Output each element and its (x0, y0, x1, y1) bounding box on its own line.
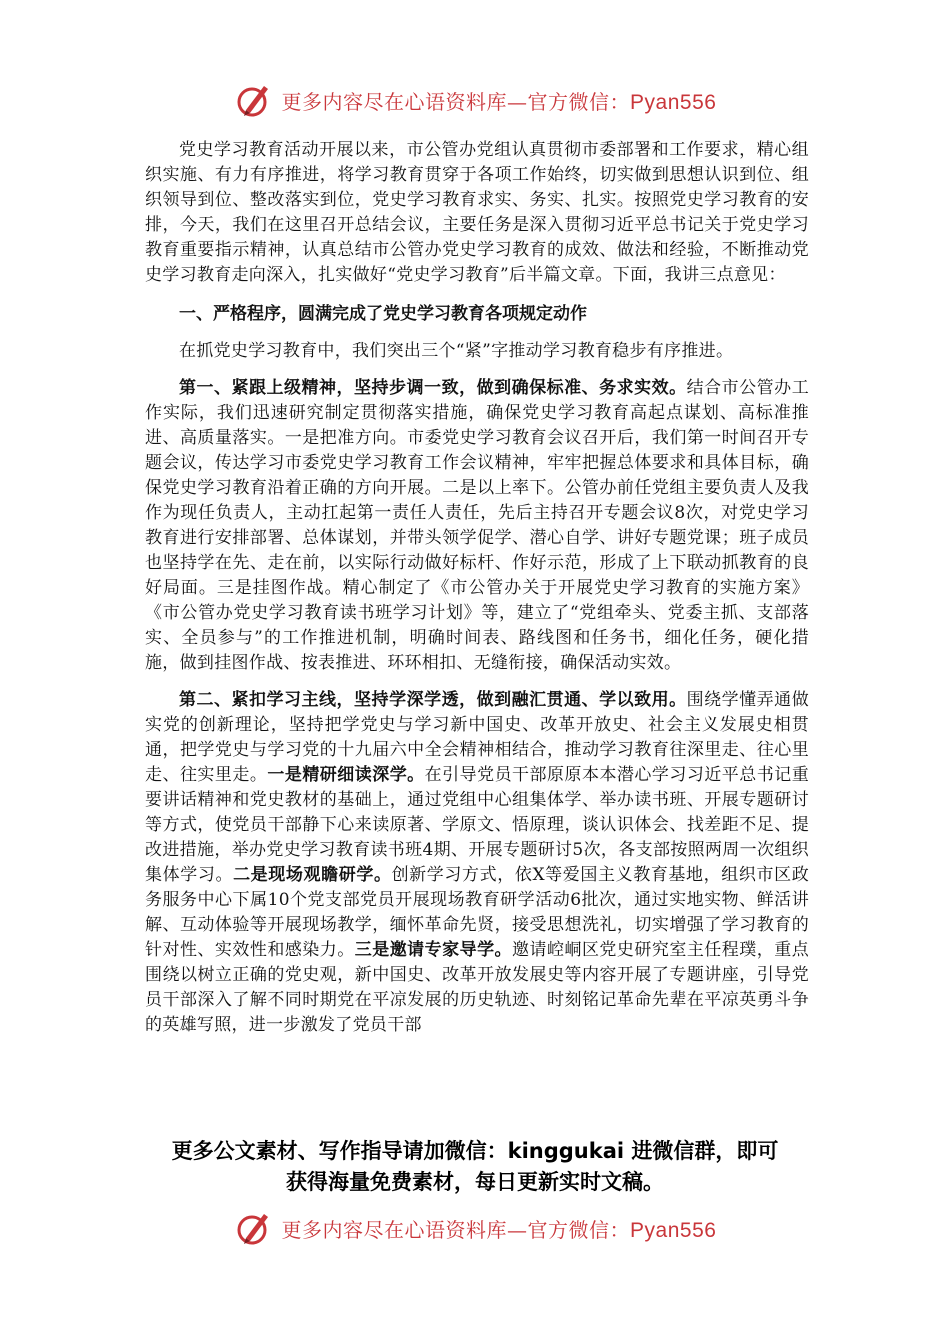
paragraph-3-body: 结合市公管办工作实际，我们迅速研究制定贯彻落实措施，确保党史学习教育高起点谋划、高标准推进、高质量落实。一是把准方向。市委党史学习教育会议召开后，我们第一时间召开专题会议，传达学习市委党史学习教育工作会议精神，牢牢把握总体要求和具体目标，确保党史学习教育沿着正确的方向开展。二是以上率下。公管办前任党组主要负责人及我作为现任负责人，主动扛起第一责任人责任，先后主持召开专题会议8次，对党史学习教育进行安排部署、总体谋划，并带头领学促学、潜心自学、讲好专题党课；班子成员也坚持学在先、走在前，以实际行动做好标杆、作好示范，形成了上下联动抓教育的良好局面。三是挂图作战。精心制定了《市公管办关于开展党史学习教育的实施方案》《市公管办党史学习教育读书班学习计划》等，建立了“党组牵头、党委主抓、支部落实、全员参与”的工作推进机制，明确时间表、路线图和任务书，细化任务，硬化措施，做到挂图作战、按表推进、环环相扣、无缝衔接，确保活动实效。 (145, 378, 809, 673)
paragraph-4-body-2: 在引导党员干部原原本本潜心学习习近平总书记重要讲话精神和党史教材的基础上，通过党组中心组集体学、举办读书班、开展专题研讨等方式，使党员干部静下心来读原著、学原文、悟原理，谈认识体会、找差距不足、提改进措施，举办党史学习教育读书班4期、开展专题研讨5次，各支部按照两周一次组织集体学习。 (145, 765, 810, 885)
section-heading-1: 一、严格程序，圆满完成了党史学习教育各项规定动作 (179, 304, 587, 324)
pen-logo-icon (234, 80, 274, 120)
document-body (145, 138, 809, 1038)
paragraph-3-lead: 第一、紧跟上级精神，坚持步调一致，做到确保标准、务求实效。 (179, 378, 687, 398)
paragraph-4-body-4: 邀请崆峒区党史研究室主任程璞，重点围绕以树立正确的党史观，新中国史、改革开放发展史等内容开展了专题讲座，引导党员干部深入了解不同时期党在平凉发展的历史轨迹、时刻铭记革命先辈在平凉英勇斗争的英雄写照，进一步激发了党员干部 (145, 940, 809, 1035)
footer-watermark-banner (0, 1208, 950, 1252)
paragraph-4-body-1: 围绕学懂弄通做实党的创新理论，坚持把学党史与学习新中国史、改革开放史、社会主义发展史相贯通，把学党史与学习党的十九届六中全会精神相结合，推动学习教育往深里走、往心里走、往实里走。 (145, 690, 809, 785)
paragraph-4-point-3: 三是邀请专家导学。 (354, 940, 513, 960)
paragraph-3 (145, 376, 809, 676)
paragraph-4-point-1: 一是精研细读深学。 (267, 765, 425, 785)
banner-text: 更多内容尽在心语资料库—官方微信：Pyan556 (281, 89, 717, 114)
promo-line-2: 获得海量免费素材，每日更新实时文稿。 (286, 1170, 664, 1194)
header-watermark-banner (0, 80, 950, 124)
paragraph-4-body-3: 创新学习方式，依X等爱国主义教育基地，组织市区政务服务中心下属10个党支部党员开展现场教育研学活动6批次，通过实地实物、鲜活讲解、互动体验等开展现场教学，缅怀革命先贤，接受思想洗礼，切实增强了学习教育的针对性、实效性和感染力。 (145, 865, 810, 960)
promo-notice (100, 1136, 850, 1198)
pen-logo-icon (234, 1208, 274, 1248)
paragraph-4 (145, 688, 809, 1038)
banner-text: 更多内容尽在心语资料库—官方微信：Pyan556 (281, 1217, 717, 1242)
paragraph-4-point-2: 二是现场观瞻研学。 (233, 865, 392, 885)
promo-line-1: 更多公文素材、写作指导请加微信：kinggukai 进微信群，即可 (171, 1139, 779, 1163)
intro-paragraph: 党史学习教育活动开展以来，市公管办党组认真贯彻市委部署和工作要求，精心组织实施、有力有序推进，将学习教育贯穿于各项工作始终，切实做到思想认识到位、组织领导到位、整改落实到位，党史学习教育求实、务实、扎实。按照党史学习教育的安排，今天，我们在这里召开总结会议，主要任务是深入贯彻习近平总书记关于党史学习教育重要指示精神，认真总结市公管办党史学习教育的成效、做法和经验，不断推动党史学习教育走向深入，扎实做好“党史学习教育”后半篇文章。下面，我讲三点意见： (145, 140, 809, 285)
paragraph-4-lead: 第二、紧扣学习主线，坚持学深学透，做到融汇贯通、学以致用。 (179, 690, 687, 710)
paragraph-2: 在抓党史学习教育中，我们突出三个“紧”字推动学习教育稳步有序推进。 (179, 341, 734, 361)
